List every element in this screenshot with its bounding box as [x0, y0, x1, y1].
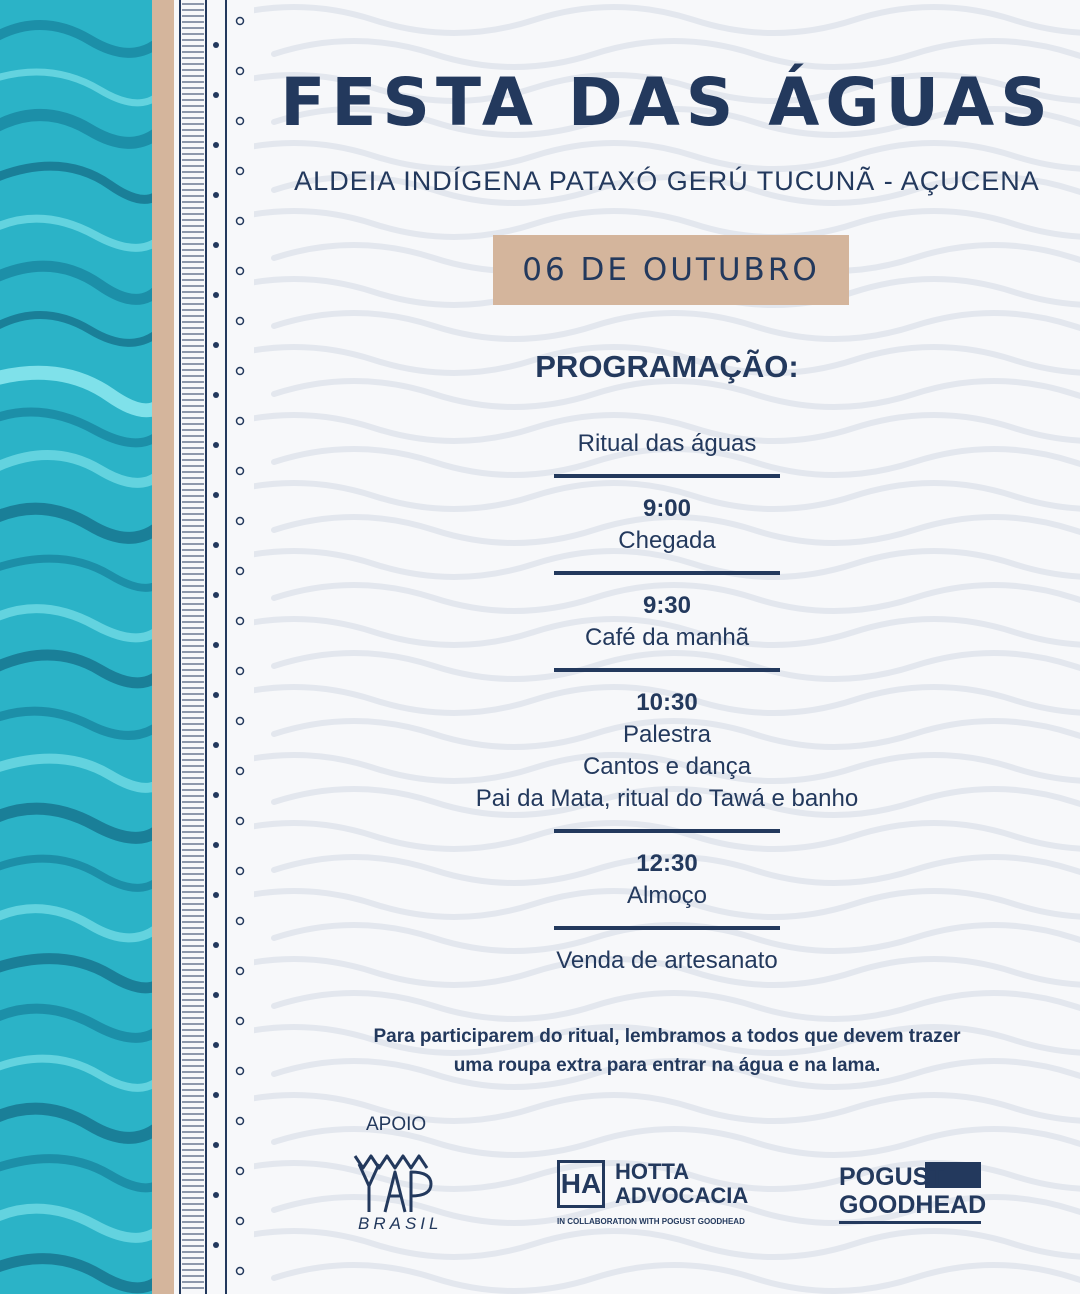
schedule-slot — [254, 848, 1080, 912]
yap-zigzag-icon — [349, 1150, 439, 1216]
pogust-underline — [839, 1221, 981, 1224]
schedule-divider — [554, 571, 780, 575]
schedule-divider — [554, 926, 780, 930]
event-title: FESTA DAS ÁGUAS — [280, 64, 1054, 141]
support-label: APOIO — [366, 1114, 427, 1135]
note-line-1: Para participarem do ritual, lembramos a todos que devem trazer — [373, 1026, 961, 1047]
date-badge — [493, 235, 849, 305]
note-line-2: uma roupa extra para entrar na água e na lama. — [453, 1055, 881, 1076]
slot-time: 9:00 — [642, 495, 692, 522]
tan-stripe — [152, 0, 174, 1294]
decorative-ladder-strip — [174, 0, 254, 1294]
slot-time: 12:30 — [636, 850, 698, 877]
hotta-advocacia-logo — [557, 1159, 749, 1232]
pogust-line2: GOODHEAD — [839, 1191, 987, 1219]
schedule-list — [254, 428, 1080, 977]
slot-item: Pai da Mata, ritual do Tawá e banho — [475, 785, 859, 812]
schedule-divider — [554, 474, 780, 478]
hotta-name-line1: HOTTA — [615, 1159, 690, 1184]
schedule-closing — [254, 945, 1080, 977]
slot-item: Almoço — [626, 882, 708, 909]
schedule-slot — [254, 493, 1080, 557]
slot-item: Chegada — [618, 527, 716, 554]
schedule-slot — [254, 687, 1080, 815]
schedule-intro — [254, 428, 1080, 460]
event-location: ALDEIA INDÍGENA PATAXÓ GERÚ TUCUNÃ - AÇUCENA — [294, 166, 1040, 196]
hotta-name — [615, 1160, 748, 1208]
schedule-divider — [554, 668, 780, 672]
hotta-collab-text: IN COLLABORATION WITH POGUST GOODHEAD — [557, 1217, 745, 1226]
slot-item: Palestra — [622, 721, 712, 748]
pogust-goodhead-logo — [839, 1162, 987, 1228]
program-heading: PROGRAMAÇÃO: — [535, 349, 799, 384]
slot-time: 9:30 — [642, 592, 692, 619]
schedule-slot — [254, 590, 1080, 654]
hotta-name-line2: ADVOCACIA — [615, 1183, 749, 1208]
poster-content — [254, 0, 1080, 1294]
slot-item: Cantos e dança — [582, 753, 752, 780]
pogust-line1: POGUST — [839, 1163, 945, 1191]
yap-brasil-subtext: BRASIL — [358, 1214, 443, 1233]
slot-time: 10:30 — [636, 689, 698, 716]
event-date: 06 DE OUTUBRO — [522, 252, 820, 288]
slot-item: Café da manhã — [584, 624, 750, 651]
schedule-intro-text: Ritual das águas — [577, 430, 757, 457]
hotta-mark: HA — [557, 1160, 605, 1208]
teal-wave-band — [0, 0, 152, 1294]
schedule-divider — [554, 829, 780, 833]
schedule-closing-text: Venda de artesanato — [556, 947, 778, 974]
participation-note — [254, 1022, 1080, 1080]
